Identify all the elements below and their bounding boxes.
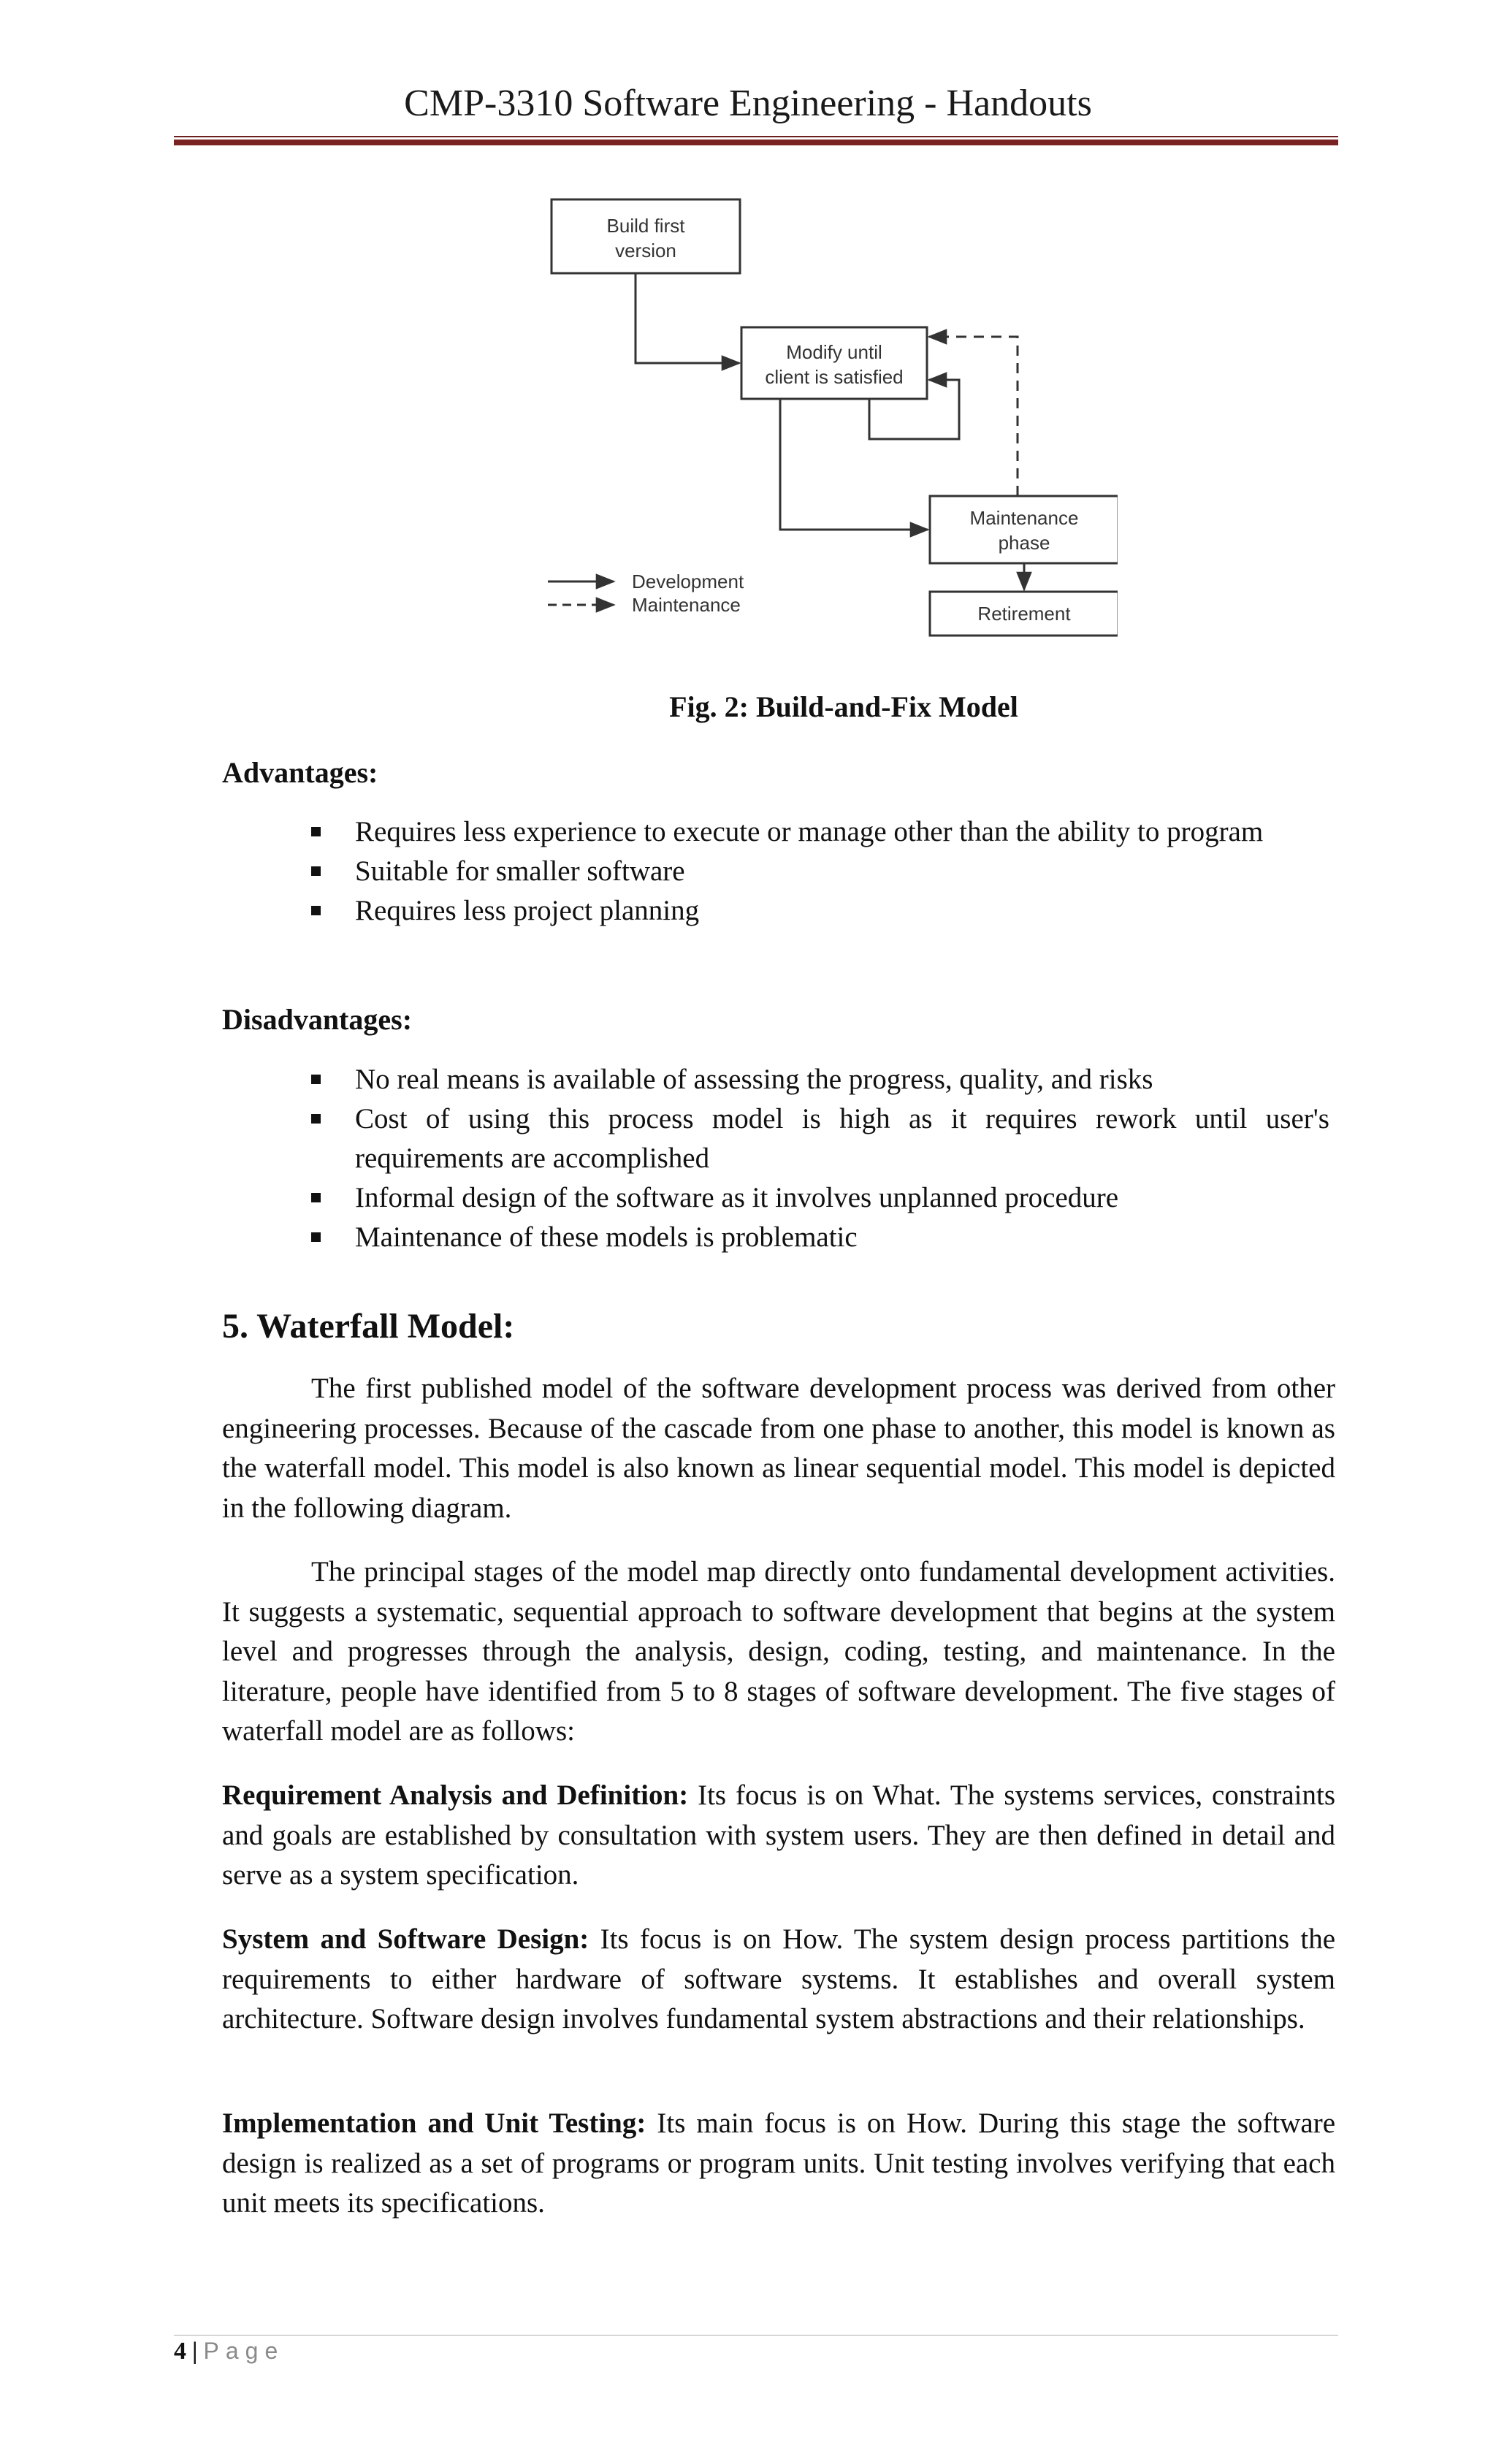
list-item xyxy=(307,1060,1329,1099)
modify-box-line1: Modify until xyxy=(786,341,882,363)
page-header-title: CMP-3310 Software Engineering - Handouts xyxy=(404,83,1092,124)
arrow-maintenance-to-modify xyxy=(929,337,1018,496)
bullet-icon xyxy=(311,1232,321,1242)
figure-caption: Fig. 2: Build-and-Fix Model xyxy=(669,690,1018,723)
header-divider-thin xyxy=(174,136,1338,137)
disadvantage-text: Maintenance of these models is problematic xyxy=(355,1221,858,1253)
advantage-text: Suitable for smaller software xyxy=(355,855,685,887)
bullet-icon xyxy=(311,906,321,915)
build-and-fix-diagram xyxy=(533,186,1118,661)
stage-term: System and Software Design: xyxy=(222,1923,589,1955)
disadvantages-list xyxy=(307,1060,1329,1257)
disadvantages-heading: Disadvantages: xyxy=(222,1003,413,1036)
arrow-build-to-modify xyxy=(636,273,739,363)
page-footer xyxy=(174,2338,284,2365)
list-item xyxy=(307,1218,1329,1257)
advantage-text: Requires less experience to execute or manage other than the ability to program xyxy=(355,816,1264,847)
advantages-heading: Advantages: xyxy=(222,756,378,789)
advantage-text: Requires less project planning xyxy=(355,895,700,926)
arrow-modify-to-maintenance xyxy=(780,399,928,530)
waterfall-paragraph-2: The principal stages of the model map directly onto fundamental development activities. It suggests a systematic, sequential approach to software development that begins at the system level and progresses through the analysis, design, coding, testing, and maintenance. In the literature, people have identified from 5 to 8 stages of software development. The five stages of waterfall model are as follows: xyxy=(222,1556,1335,1747)
build-box-line1: Build first xyxy=(606,215,685,237)
page-word: Page xyxy=(203,2338,285,2364)
modify-box-line2: client is satisfied xyxy=(765,366,904,388)
stage-term: Requirement Analysis and Definition: xyxy=(222,1780,689,1811)
waterfall-heading: 5. Waterfall Model: xyxy=(222,1307,515,1346)
maintenance-box-line2: phase xyxy=(998,532,1050,554)
build-box-line2: version xyxy=(615,240,676,262)
legend-maintenance-label: Maintenance xyxy=(632,594,741,616)
advantages-list xyxy=(307,812,1329,931)
list-item xyxy=(307,1178,1329,1218)
list-item xyxy=(307,1099,1329,1178)
page-number: 4 xyxy=(174,2338,186,2365)
list-item xyxy=(307,812,1329,852)
footer-separator: | xyxy=(192,2338,198,2365)
maintenance-box-line1: Maintenance xyxy=(969,507,1079,529)
waterfall-paragraph-1: The first published model of the software development process was derived from other engineering processes. Because of the cascade from one phase to another, this model is known as the waterfall model. This model is also known as linear sequential model. This model is depicted in the following diagram. xyxy=(222,1373,1335,1524)
bullet-icon xyxy=(311,1193,321,1202)
stage-text: Its focus is on What. The systems services, constraints and goals are established by consultation with system users. They are then defined in detail and serve as a system specification. xyxy=(222,1780,1335,1891)
stage-requirement-analysis xyxy=(222,1776,1335,1896)
bullet-icon xyxy=(311,866,321,876)
stage-system-design xyxy=(222,1920,1335,2040)
list-item xyxy=(307,852,1329,891)
disadvantage-text: Informal design of the software as it involves unplanned procedure xyxy=(355,1182,1119,1213)
stage-text: Its focus is on How. The system design process partitions the requirements to either hardware of software systems. It establishes and overall system architecture. Software design involves fundamental system abstractions and their relationships. xyxy=(222,1923,1335,2034)
list-item xyxy=(307,891,1329,931)
modify-until-satisfied-box xyxy=(741,327,927,399)
header-divider-thick xyxy=(174,140,1338,145)
footer-divider xyxy=(174,2335,1338,2336)
disadvantage-text: Cost of using this process model is high as it requires rework until user's requirements are accomplished xyxy=(355,1103,1329,1174)
disadvantage-text: No real means is available of assessing the progress, quality, and risks xyxy=(355,1064,1153,1095)
retirement-box-label: Retirement xyxy=(977,603,1071,625)
bullet-icon xyxy=(311,1114,321,1124)
stage-implementation xyxy=(222,2104,1335,2224)
stage-term: Implementation and Unit Testing: xyxy=(222,2108,646,2139)
bullet-icon xyxy=(311,827,321,836)
stage-text: Its main focus is on How. During this stage the software design is realized as a set of programs or program units. Unit testing involves verifying that each unit meets its specifications. xyxy=(222,2108,1336,2219)
legend-development-label: Development xyxy=(632,571,744,592)
bullet-icon xyxy=(311,1075,321,1084)
